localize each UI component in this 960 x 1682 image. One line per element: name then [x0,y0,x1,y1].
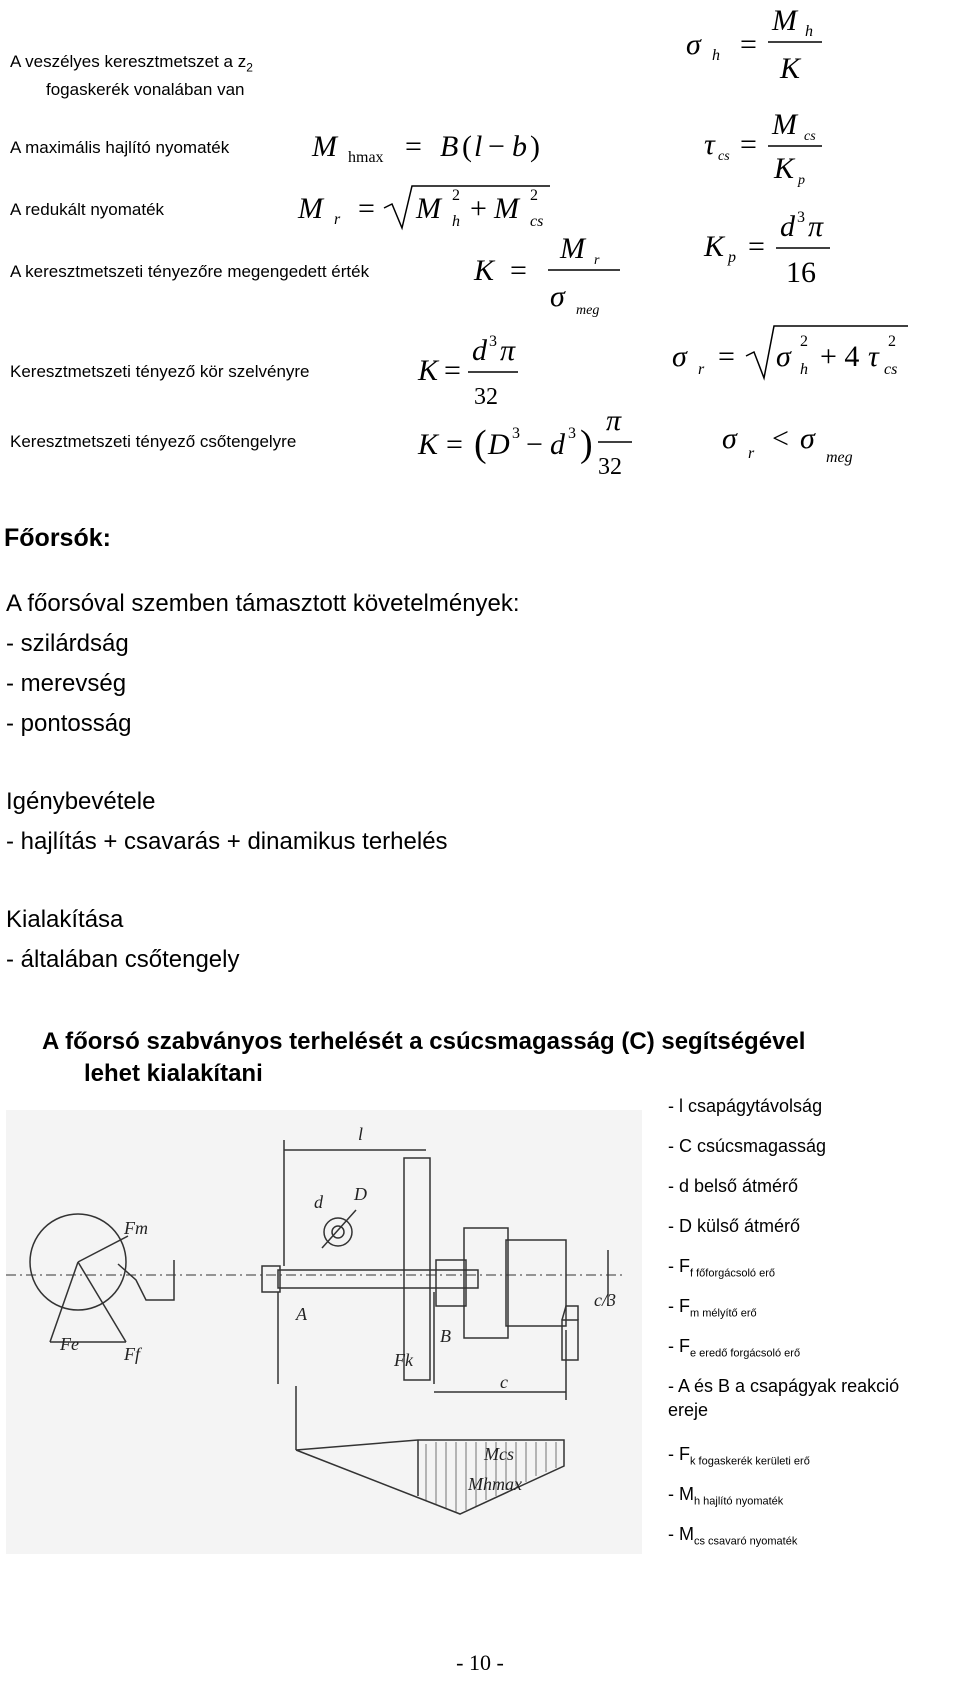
legend-item: - l csapágytávolság [668,1096,823,1116]
loading-item: - hajlítás + csavarás + dinamikus terhelés [6,828,448,855]
svg-text:cs: cs [884,361,898,378]
label-A: A [296,1304,307,1324]
svg-text:σ: σ [672,340,687,373]
loading-title: Igénybevétele [6,788,156,815]
svg-text:M: M [772,108,797,141]
allowed-value-label: A keresztmetszeti tényezőre megengedett érték [10,262,370,281]
figure-caption-line2: lehet kialakítani [84,1060,263,1087]
svg-text:hmax: hmax [348,149,384,166]
svg-text:=: = [358,192,375,225]
svg-text:p: p [728,249,736,266]
legend-item: ereje [668,1400,709,1420]
svg-text:meg: meg [576,303,600,318]
svg-text:3: 3 [489,333,497,350]
svg-text:r: r [594,253,600,268]
svg-text:(: ( [462,130,472,163]
label-B: B [440,1326,451,1346]
svg-text:=: = [748,230,765,263]
svg-text:2: 2 [800,333,808,350]
svg-text:r: r [748,445,755,462]
legend-item: - $F_{m mélyítő erő}$ [668,1296,757,1320]
svg-text:d: d [550,428,565,461]
label-Mcs: Mcs [484,1444,514,1464]
svg-text:+: + [470,192,487,225]
legend-item: - A és B a csapágyak reakció [668,1376,900,1396]
svg-text:=: = [740,128,757,161]
formula-graphics [0,0,960,490]
legend-item: - $F_{e eredő forgácsoló erő}$ [668,1336,801,1360]
dangerous-section-label-2: fogaskerék vonalában van [46,80,245,99]
label-c: c [500,1372,508,1392]
label-Ff: Ff [124,1344,140,1364]
svg-text:M: M [560,232,585,265]
svg-text:τ: τ [868,340,879,373]
svg-text:K: K [418,428,439,461]
svg-text:=: = [510,254,527,287]
requirement-item: - merevség [6,670,127,697]
legend-item: - $M_{h hajlító nyomaték}$ [668,1484,784,1508]
svg-text:M: M [298,192,323,225]
svg-text:h: h [452,213,460,230]
svg-text:τ: τ [704,128,715,161]
svg-text:M: M [494,192,519,225]
legend-item: - $M_{cs csavaró nyomaték}$ [668,1524,798,1548]
svg-text:p: p [798,173,805,188]
svg-text:h: h [800,361,808,378]
section-title: Főorsók: [4,524,111,552]
requirements-intro: A főorsóval szemben támasztott követelmények: [6,590,520,617]
svg-text:π: π [808,210,824,243]
svg-text:−: − [488,130,505,163]
svg-text:r: r [334,211,341,228]
svg-text:D: D [488,428,510,461]
formula-mhmax [311,130,540,166]
svg-text:=: = [718,340,735,373]
formula-k-tube [417,404,632,480]
svg-text:K: K [418,354,439,387]
svg-text:3: 3 [568,425,576,442]
svg-text:3: 3 [797,209,805,226]
formula-sigma-h [686,4,822,85]
svg-text:r: r [698,361,705,378]
svg-text:M: M [312,130,337,163]
legend-item: - $F_{f főforgácsoló erő}$ [668,1256,775,1280]
svg-text:32: 32 [474,384,498,410]
svg-text:σ: σ [776,340,791,373]
page-number: - 10 - [456,1650,504,1675]
svg-text:16: 16 [786,256,816,289]
svg-text:meg: meg [826,449,853,466]
legend-item: - D külső átmérő [668,1216,801,1236]
svg-text:h: h [805,23,813,40]
tube-factor-label: Keresztmetszeti tényező csőtengelyre [10,432,297,451]
label-Fm: Fm [124,1218,148,1238]
svg-text:): ) [580,423,593,465]
formula-kp [703,209,830,289]
svg-text:l: l [474,130,483,163]
svg-text:=: = [444,354,461,387]
legend-item: - d belső átmérő [668,1176,799,1196]
label-l: l [358,1124,364,1144]
svg-text:M: M [416,192,441,225]
label-d: d [314,1192,323,1212]
dangerous-section-label: A veszélyes keresztmetszet a $z_2$ [10,52,253,75]
svg-text:−: − [526,428,543,461]
svg-text:h: h [712,47,720,64]
svg-text:σ: σ [686,28,701,61]
design-title: Kialakítása [6,906,124,933]
svg-text:K: K [780,52,801,85]
formula-k-circle [417,333,518,410]
svg-text:d: d [472,334,487,367]
svg-text:(: ( [474,423,487,465]
formula-sigma-r [672,326,908,378]
svg-text:σ: σ [550,280,565,313]
label-Fe: Fe [60,1334,79,1354]
svg-text:3: 3 [512,425,520,442]
svg-text:=: = [740,28,757,61]
formula-sigma-condition [722,422,853,466]
svg-text:K: K [774,152,795,185]
formula-tau-cs [704,108,822,188]
legend-item: - C csúcsmagasság [668,1136,827,1156]
design-item: - általában csőtengely [6,946,240,973]
svg-text:=: = [405,130,422,163]
label-Mhmax: Mhmax [468,1474,522,1494]
requirement-item: - pontosság [6,710,132,737]
figure-caption-line1: A főorsó szabványos terhelését a csúcsmagasság (C) segítségével [42,1028,806,1055]
svg-text:π: π [500,334,516,367]
svg-text:M: M [772,4,797,37]
svg-text:K: K [474,254,495,287]
legend-item: - $F_{k fogaskerék kerületi erő}$ [668,1444,810,1468]
svg-text:2: 2 [888,333,896,350]
svg-text:=: = [446,428,463,461]
svg-text:cs: cs [718,149,730,164]
svg-text:32: 32 [598,454,622,480]
svg-text:d: d [780,210,795,243]
requirement-item: - szilárdság [6,630,129,657]
svg-text:+ 4: + 4 [820,340,860,373]
formula-mr [297,186,550,230]
label-D: D [354,1184,367,1204]
svg-text:2: 2 [530,187,538,204]
reduced-moment-label: A redukált nyomaték [10,200,165,219]
label-c3: c/3 [594,1290,616,1310]
svg-text:σ: σ [800,422,815,455]
svg-text:b: b [512,130,527,163]
svg-text:B: B [440,130,459,163]
label-Fk: Fk [394,1350,413,1370]
max-bending-label: A maximális hajlító nyomaték [10,138,230,157]
svg-text:σ: σ [722,422,737,455]
svg-text:π: π [606,404,622,437]
svg-text:cs: cs [530,213,544,230]
svg-text:K: K [704,230,725,263]
formula-k-allowed [473,232,620,318]
circle-factor-label: Keresztmetszeti tényező kör szelvényre [10,362,310,381]
svg-text:cs: cs [804,129,816,144]
svg-text:<: < [772,422,789,455]
spindle-drawing [6,1110,642,1554]
svg-text:): ) [530,130,540,163]
svg-text:2: 2 [452,187,460,204]
